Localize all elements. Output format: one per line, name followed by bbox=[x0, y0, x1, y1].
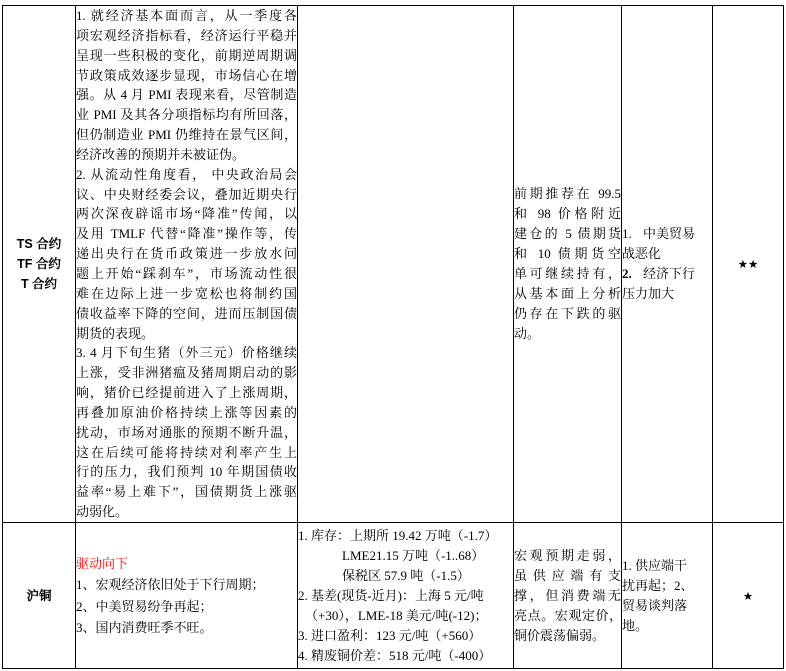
indicator-cell bbox=[298, 6, 514, 523]
paragraph bbox=[76, 6, 297, 165]
strategy-text-line: 撑，但消费端无 bbox=[514, 587, 621, 603]
driver-cell bbox=[76, 6, 298, 523]
driver-text-line: 扰动，市场对通胀的预期不断升温， bbox=[76, 424, 297, 440]
driver-cell bbox=[76, 523, 298, 669]
driver-text-line: 呈现一些积极的变化，前期逆周期调 bbox=[76, 47, 297, 63]
paragraph bbox=[76, 165, 297, 344]
risk-text-line: 贸易谈判落 bbox=[622, 597, 688, 613]
indicator-text-line: 3. 进口盈利：123 元/吨（+560） bbox=[298, 627, 482, 643]
risk-number: 2. bbox=[622, 266, 632, 281]
strategy-text-line: 从基本面上分析 bbox=[514, 286, 621, 301]
risk-text: 中美贸易 bbox=[643, 226, 696, 241]
driver-text-line: 及用 TMLF 代替“降准”操作等，传 bbox=[76, 226, 297, 242]
strategy-text bbox=[514, 184, 621, 344]
driver-text-line: 2. 从流动性角度看， 中央政治局会 bbox=[76, 166, 297, 182]
indicator-text-line: 2. 基差(现货-近月)：上海 5 元/吨 bbox=[298, 587, 484, 603]
risk-cell bbox=[622, 523, 713, 669]
strategy-cell bbox=[514, 523, 622, 669]
strategy-text-line: 建仓的 5 债期货 bbox=[514, 226, 621, 241]
contract-names bbox=[3, 234, 75, 294]
contract-name: TF 合约 bbox=[17, 257, 61, 271]
contract-cell bbox=[3, 6, 76, 523]
driver-text-line: 行的压力，我们预判 10 年期国债收 bbox=[76, 464, 297, 480]
risk-text-line: 压力加大 bbox=[622, 286, 675, 301]
driver-text-line: 3、国内消费旺季不旺。 bbox=[76, 620, 213, 635]
driver-text-line: 议、中央财经委会议，叠加近期央行 bbox=[76, 186, 297, 202]
driver-text-line: 经济改善的预期并未被证伪。 bbox=[76, 146, 246, 162]
rating-cell bbox=[713, 6, 784, 523]
paragraph bbox=[76, 343, 297, 522]
strategy-text-line: 和 98 价格附近 bbox=[514, 206, 621, 221]
risk-text-line: 1. 供应端干 bbox=[622, 557, 688, 573]
contract-name: T 合约 bbox=[20, 277, 58, 291]
strategy-text-line: 和 10 债期货空 bbox=[514, 246, 621, 261]
risk-text bbox=[622, 556, 712, 636]
driver-text-line: 项宏观经济指标看，经济运行平稳并 bbox=[76, 27, 297, 43]
contract-names bbox=[3, 586, 75, 606]
strategy-text-line: 仍存在下跌的驱 bbox=[514, 306, 621, 321]
risk-text-line: 扰再起；2、 bbox=[622, 577, 694, 593]
strategy-text-line: 宏观预期走弱， bbox=[514, 547, 621, 563]
driver-text bbox=[76, 6, 297, 522]
contract-cell bbox=[3, 523, 76, 669]
strategy-cell bbox=[514, 6, 622, 523]
driver-text-line: 再叠加原油价格持续上涨等因素的 bbox=[76, 404, 297, 420]
driver-text-line: 益率“易上难下”，国债期货上涨驱 bbox=[76, 484, 297, 500]
risk-cell bbox=[622, 6, 713, 523]
rating-stars: ★★ bbox=[737, 257, 759, 271]
risk-text: 经济下行 bbox=[643, 266, 696, 281]
driver-text-line: 1. 就经济基本面而言，从一季度各 bbox=[76, 8, 297, 24]
analysis-table bbox=[2, 5, 784, 669]
risk-item bbox=[622, 264, 712, 304]
strategy-text-line: 前期推荐在 99.5 bbox=[514, 186, 621, 201]
driver-text-line: 业 PMI 及其各分项指标均有所回落， bbox=[76, 107, 297, 123]
driver-text-line: 3. 4 月下旬生猪（外三元）价格继续 bbox=[76, 345, 297, 361]
driver-text-line: 期货的表现。 bbox=[76, 325, 155, 341]
driver-text-line: 节政策成效逐步显现，市场信心在增 bbox=[76, 67, 297, 83]
driver-text-line: 动弱化。 bbox=[76, 504, 129, 520]
paragraph bbox=[76, 596, 297, 618]
indicator-text-line: 1. 库存：上期所 19.42 万吨（-1.7） bbox=[298, 527, 498, 543]
driver-text-line: 难在边际上进一步宽松也将制约国 bbox=[76, 285, 297, 301]
indicator-text bbox=[298, 526, 513, 666]
indicator-cell bbox=[298, 523, 514, 669]
risk-item bbox=[622, 224, 712, 264]
table-row-copper bbox=[3, 523, 784, 669]
strategy-text bbox=[514, 546, 621, 646]
driver-text-line: 这在后续可能将持续对利率产生上 bbox=[76, 444, 297, 460]
rating-cell bbox=[713, 523, 784, 669]
strategy-text-line: 虽供应端有支 bbox=[514, 567, 621, 583]
strategy-text-line: 单可继续持有， bbox=[514, 266, 621, 281]
contract-name: 沪铜 bbox=[26, 588, 52, 603]
strategy-text-line: 铜价震荡偏弱。 bbox=[514, 627, 606, 643]
driver-heading: 驱动向下 bbox=[76, 555, 129, 571]
risk-text-line bbox=[622, 224, 712, 244]
indicator-text-line: 4. 精废铜价差：518 元/吨（-400） bbox=[298, 647, 492, 663]
strategy-text-line: 动。 bbox=[514, 326, 541, 341]
driver-text-line: 1、宏观经济依旧处于下行周期； bbox=[76, 577, 265, 592]
strategy-text-line: 亮点。宏观定价， bbox=[514, 607, 621, 623]
driver-text-line: 两次深夜辟谣市场“降准”传闻，以 bbox=[76, 206, 297, 222]
risk-text-line: 地。 bbox=[622, 617, 649, 633]
driver-text bbox=[76, 574, 297, 639]
paragraph bbox=[76, 574, 297, 596]
contract-name: TS 合约 bbox=[16, 237, 62, 251]
driver-text-line: 响，猪价已经提前进入了上涨周期， bbox=[76, 385, 297, 401]
driver-text-line: 但仍制造业 PMI 仍维持在景气区间， bbox=[76, 127, 297, 143]
risk-text-line: 战恶化 bbox=[622, 246, 662, 261]
driver-text-line: 上涨，受非洲猪瘟及猪周期启动的影 bbox=[76, 365, 297, 381]
indicator-text-line: LME21.15 万吨（-1..68） bbox=[342, 547, 485, 563]
risk-number: 1. bbox=[622, 226, 632, 241]
indicator-text-line: （+30），LME-18 美元/吨(-12)； bbox=[305, 607, 488, 623]
paragraph bbox=[76, 617, 297, 639]
rating-stars: ★ bbox=[742, 588, 754, 603]
risk-text-line bbox=[622, 264, 712, 284]
driver-text-line: 递出央行在货币政策进一步放水问 bbox=[76, 246, 297, 262]
driver-text-line: 强。从 4 月 PMI 表现来看，尽管制造 bbox=[76, 87, 297, 103]
indicator-text-line: 保税区 57.9 吨（-1.5） bbox=[342, 567, 470, 583]
table-row-bond-futures bbox=[3, 6, 784, 523]
driver-text-line: 题上开始“踩刹车”，市场流动性很 bbox=[76, 266, 297, 281]
driver-text-line: 2、中美贸易纷争再起； bbox=[76, 598, 213, 614]
driver-text-line: 债收益率下降的空间，进而压制国债 bbox=[76, 305, 297, 321]
